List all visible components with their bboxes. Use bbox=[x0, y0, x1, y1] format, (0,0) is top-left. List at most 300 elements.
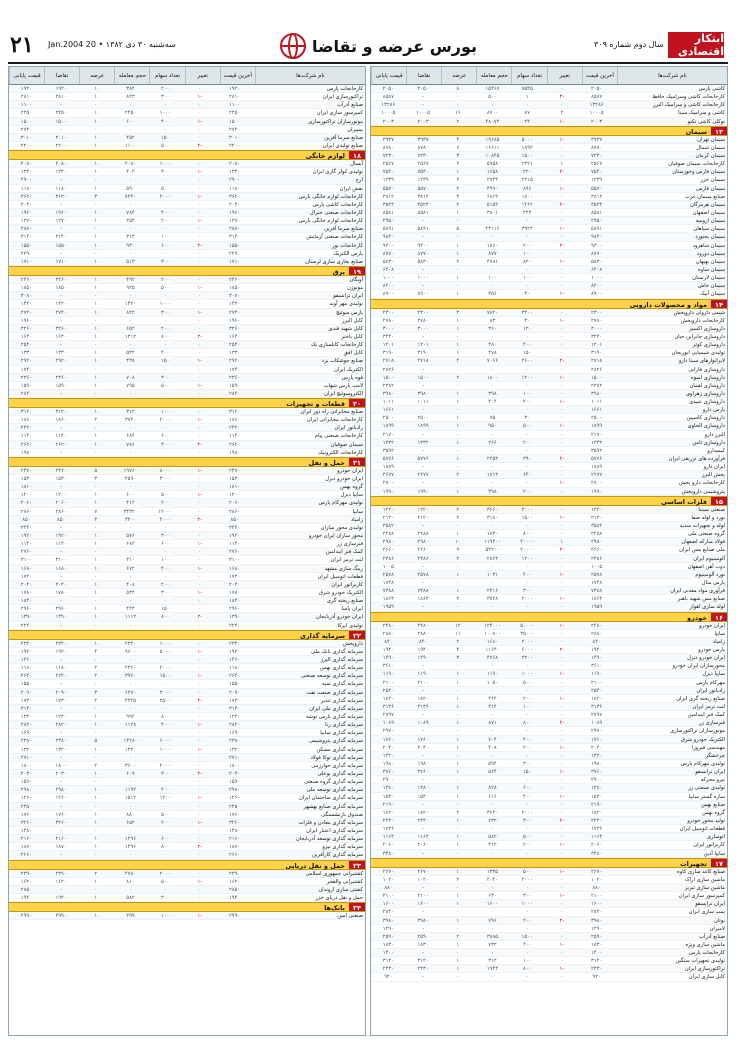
table-cell: ۳۰۰ bbox=[523, 817, 532, 824]
table-cell: ۱۳۴۰ bbox=[229, 169, 241, 176]
table-cell: ۵۸۲ bbox=[126, 894, 135, 901]
table-cell: ۱ bbox=[94, 713, 98, 720]
company-name: اتوسازی bbox=[706, 834, 725, 841]
table-cell: ۱۴۲۰ bbox=[591, 752, 603, 759]
table-cell: ۳ bbox=[456, 152, 460, 159]
company-name: قطعات اتومبیل ایران bbox=[679, 826, 725, 833]
table-cell: ۰ bbox=[456, 102, 460, 109]
table-cell: ۰ bbox=[560, 801, 564, 808]
table-cell: ۸۵۸۱ bbox=[382, 209, 394, 216]
company-name: سرمایه گذاری سپه bbox=[322, 681, 363, 688]
table-cell: ۱۸۵۰ bbox=[229, 285, 241, 292]
section-title: سیمان bbox=[685, 127, 707, 136]
table-cell: ۱۲۳۹ bbox=[382, 177, 394, 184]
table-cell: ۸۴۰ bbox=[384, 638, 393, 645]
table-cell: ۳ bbox=[94, 689, 98, 696]
table-cell: ۲۰۳۰ bbox=[55, 770, 67, 777]
table-cell: ۳۰۰ bbox=[523, 588, 532, 595]
table-row bbox=[371, 325, 727, 333]
company-name: کارخانجات الکترونیک bbox=[318, 449, 363, 456]
table-cell: ۱۷۴۰ bbox=[20, 366, 32, 373]
table-cell: ۸۵۸۷ bbox=[591, 94, 603, 101]
table-cell: ۲۷۴۰ bbox=[20, 309, 32, 316]
table-cell: ۲۶۶۰ bbox=[417, 547, 429, 554]
table-cell: - bbox=[422, 218, 424, 225]
table-cell: ۱ bbox=[456, 868, 460, 875]
table-cell: ۸۵۰ bbox=[56, 516, 66, 523]
table-cell: ۲۰۶۰ bbox=[229, 500, 241, 507]
table-cell: ۲۴۷۰ bbox=[229, 467, 241, 474]
table-cell: ۲۵۶۷ bbox=[591, 161, 603, 168]
table-cell: ۰ bbox=[560, 933, 564, 940]
table-cell: ۲۱۲۰ bbox=[417, 514, 429, 521]
table-row bbox=[371, 439, 727, 447]
table-cell: ۲۰۰۳ bbox=[417, 118, 429, 125]
table-cell: ۰ bbox=[525, 563, 529, 570]
table-cell: ۱۴۶۰ bbox=[229, 657, 241, 663]
company-name: سرمایه گذاری توسعه ملی bbox=[306, 787, 363, 794]
table-cell: -۱ bbox=[197, 795, 203, 802]
table-cell: ۰ bbox=[456, 604, 460, 611]
table-row bbox=[371, 917, 727, 925]
table-cell: ۳۶۲۰ bbox=[55, 193, 67, 200]
table-cell: ۳۱۲ bbox=[488, 958, 497, 965]
table-cell: ۱۲۰۰۰ bbox=[158, 508, 173, 515]
company-name: سرمایه گذاری البرز bbox=[320, 657, 363, 663]
table-cell: ۸ bbox=[456, 86, 460, 92]
company-name: تولیدی شیمیایی ابوریحان bbox=[671, 350, 725, 357]
company-name: پارس سوئیچ bbox=[336, 309, 363, 316]
table-cell: ۱۷۳۰ bbox=[20, 697, 32, 704]
table-cell: ۰ bbox=[163, 754, 167, 761]
table-cell: ۸۹۰۰ bbox=[382, 291, 394, 298]
table-cell: ۱۵۰ bbox=[523, 350, 532, 357]
table-cell: ۰ bbox=[129, 226, 132, 233]
table-cell: ۲۹۰۰ bbox=[382, 777, 394, 784]
table-row bbox=[371, 118, 727, 126]
company-name: تولیدی کولر گازی ایران bbox=[312, 169, 363, 176]
table-cell: ۰ bbox=[560, 325, 564, 332]
table-cell: ۳۹۸۰ bbox=[382, 390, 394, 397]
table-cell: ۰ bbox=[560, 342, 564, 349]
table-cell: ۵۷۶ bbox=[126, 533, 135, 540]
table-row bbox=[371, 217, 727, 225]
company-name: تولیدی ایرکا bbox=[337, 622, 363, 629]
table-cell: ۳۱۹۰ bbox=[417, 350, 429, 357]
table-cell: ۰ bbox=[560, 580, 564, 587]
table-cell: ۳۴۴۰ bbox=[229, 524, 241, 531]
table-cell: ۱۴۲۰ bbox=[124, 301, 137, 308]
column-header bbox=[9, 67, 365, 85]
table-cell: ۲۳۱۱۶ bbox=[485, 226, 500, 233]
table-cell: ۷۲۳۰ bbox=[591, 152, 603, 159]
table-cell: ۲۴۲۰ bbox=[20, 425, 32, 432]
left-stock-table bbox=[8, 66, 366, 1036]
table-cell: ۰ bbox=[94, 524, 98, 531]
table-row bbox=[371, 809, 727, 817]
table-cell: ۱۲۰ bbox=[523, 325, 532, 332]
table-cell: ۱۰۰ bbox=[523, 703, 532, 710]
table-cell: ۲ bbox=[94, 665, 98, 672]
table-row bbox=[371, 506, 727, 514]
table-row bbox=[9, 556, 365, 564]
company-name: کارخانجات صنعتی جنرال bbox=[309, 209, 363, 216]
table-cell: ۲۵۰۰ bbox=[382, 415, 394, 422]
table-cell: ۲ bbox=[456, 506, 460, 513]
table-cell: ۰ bbox=[560, 655, 564, 662]
table-cell: ۷۵۴۰ bbox=[382, 169, 394, 176]
table-cell: ۱۹۴۰ bbox=[382, 647, 394, 653]
table-cell: ۸۲۲ bbox=[126, 309, 135, 316]
table-cell: ۱۶۹۰ bbox=[229, 730, 241, 737]
table-cell: ۵۷۷۶ bbox=[382, 456, 394, 463]
company-name: کارخانجات سیمان صوفیان bbox=[668, 161, 725, 168]
table-row bbox=[371, 833, 727, 841]
table-cell: ۲۹۹ bbox=[126, 913, 135, 920]
table-cell: ۲۰۳۰ bbox=[20, 770, 32, 777]
table-cell: ۲۰۶۰ bbox=[55, 500, 67, 507]
table-cell: ۵۰۰ bbox=[523, 679, 532, 686]
table-cell: - bbox=[60, 449, 62, 456]
table-cell: - bbox=[422, 102, 424, 109]
table-cell: ۱۰۰ bbox=[161, 913, 170, 920]
table-row bbox=[371, 258, 727, 266]
table-cell: ۰ bbox=[560, 177, 564, 184]
table-row bbox=[9, 499, 365, 507]
column-header-cell: حجم معامله bbox=[476, 67, 511, 84]
table-row bbox=[371, 209, 727, 217]
table-row bbox=[371, 176, 727, 184]
table-cell: - bbox=[422, 777, 424, 784]
company-name: چرخشگر bbox=[705, 752, 725, 759]
table-cell: ۶۴۰۸ bbox=[591, 266, 603, 273]
company-name: سازه گستر سایپا bbox=[688, 793, 725, 800]
table-cell: ۰ bbox=[525, 712, 529, 719]
table-row bbox=[371, 317, 727, 325]
table-cell: ۱ bbox=[94, 309, 98, 316]
table-cell: ۲۵۴۰ bbox=[229, 342, 241, 349]
table-cell: ۰ bbox=[94, 484, 98, 491]
table-cell: ۰ bbox=[163, 730, 167, 737]
table-cell: ۱۲۷۰ bbox=[229, 218, 241, 225]
table-cell: ۲۳۸۲ bbox=[382, 382, 394, 389]
table-cell: ۳۲۶۰ bbox=[55, 819, 67, 826]
table-row bbox=[9, 605, 365, 613]
table-cell: ۰ bbox=[560, 950, 564, 957]
table-cell: ۰ bbox=[129, 484, 132, 491]
table-cell: ۰ bbox=[198, 110, 202, 117]
table-cell: ۱۰۰۰ bbox=[159, 301, 171, 308]
company-name: صنایع آذرآب bbox=[699, 933, 725, 940]
table-cell: ۲۰۰۰ bbox=[159, 417, 171, 424]
table-cell: ۲۴ bbox=[524, 118, 530, 125]
table-cell: ۳۹۲۴ bbox=[521, 226, 533, 233]
table-cell: ۰ bbox=[491, 447, 494, 454]
table-cell: ۲۶۷۷ bbox=[382, 472, 394, 479]
table-cell: ۵۱۳ bbox=[126, 258, 135, 265]
table-cell: ۲۰۰ bbox=[523, 695, 532, 702]
table-cell: ۳۱۳۶ bbox=[382, 703, 394, 710]
table-cell: ۲۳۶۰ bbox=[55, 374, 67, 381]
table-cell: -۱ bbox=[559, 226, 565, 233]
table-cell: ۲۷۱۸ bbox=[417, 358, 429, 365]
table-cell: ۸۵۸۱ bbox=[591, 209, 603, 216]
table-cell: ۴۳۸ bbox=[126, 358, 135, 365]
company-name: فنرسازی زر bbox=[698, 720, 725, 727]
table-cell: ۰ bbox=[560, 876, 564, 883]
table-row bbox=[9, 524, 365, 532]
table-row bbox=[371, 488, 727, 496]
table-cell: ۳۸۱۲ bbox=[382, 193, 394, 200]
company-name: پتروشیمی داروپخش bbox=[681, 488, 725, 495]
table-cell: ۱۵۰۰ bbox=[55, 118, 67, 125]
table-row bbox=[371, 603, 727, 611]
table-row bbox=[371, 282, 727, 290]
table-cell: ۲۰۰ bbox=[161, 581, 170, 588]
table-cell: ۰ bbox=[560, 464, 564, 471]
section-rows bbox=[371, 136, 727, 299]
table-cell: ۰ bbox=[491, 523, 494, 530]
table-cell: ۱ bbox=[94, 325, 98, 332]
table-row bbox=[371, 93, 727, 101]
table-cell: ۲۳۶۰ bbox=[20, 374, 32, 381]
table-cell: ۴۰۰۰ bbox=[159, 516, 171, 523]
table-cell: ۱۸۲۰ bbox=[382, 695, 394, 702]
table-row bbox=[371, 357, 727, 365]
company-name: گروه صنعتی ملی bbox=[687, 531, 725, 538]
table-cell: ۱۵۱۲ bbox=[124, 795, 137, 802]
table-cell: ۳۴۴۰ bbox=[591, 333, 603, 340]
table-cell: ۲۱۹۰ bbox=[382, 801, 394, 808]
table-row bbox=[9, 912, 365, 920]
table-cell: ۰ bbox=[560, 523, 564, 530]
table-cell: ۶۳۰ bbox=[488, 893, 497, 900]
table-cell: ۰ bbox=[94, 126, 98, 133]
table-cell: ۲۳۰۰ bbox=[591, 309, 603, 316]
company-name: کارخانجات لوازم خانگی پارس bbox=[298, 218, 363, 225]
table-cell: ۱۳۳۲ bbox=[417, 439, 429, 446]
company-name: داروسازی عبیدی bbox=[689, 399, 725, 406]
company-name: تولیدی مهرکام پارس bbox=[680, 760, 725, 767]
table-cell: ۹۲۰ bbox=[384, 974, 393, 981]
table-cell: ۵۸۲ bbox=[488, 834, 497, 841]
column-header-cell: تغییر bbox=[547, 67, 582, 84]
table-cell: ۶۴۰ bbox=[523, 472, 532, 479]
table-cell: ۰ bbox=[525, 102, 529, 109]
company-name: کارخانجات دارو پخش bbox=[678, 480, 725, 487]
table-row bbox=[371, 579, 727, 587]
table-row bbox=[9, 827, 365, 835]
table-cell: ۱۹۹۰ bbox=[417, 488, 429, 495]
table-row bbox=[9, 300, 365, 308]
table-cell: ۰ bbox=[560, 193, 564, 200]
table-cell: -۲ bbox=[197, 770, 203, 777]
company-name: کارخانجات نور bbox=[332, 242, 363, 249]
company-name: ایران خودرو bbox=[699, 622, 725, 629]
table-cell: ۱۴۸۰ bbox=[229, 827, 241, 834]
table-cell: -۲ bbox=[559, 169, 565, 176]
table-cell: ۱۶۸۰ bbox=[229, 565, 241, 572]
table-cell: ۰ bbox=[456, 218, 460, 225]
table-cell: ۲۴۸۰ bbox=[591, 622, 603, 629]
table-cell: ۰ bbox=[129, 754, 132, 761]
table-cell: ۹۶۰۰ bbox=[124, 648, 137, 655]
table-cell: ۱۹۶۸۵ bbox=[485, 136, 500, 143]
table-cell: ۱۵۰۰ bbox=[20, 118, 32, 125]
table-cell: ۰ bbox=[560, 333, 564, 340]
table-cell: ۱۱۹۰ bbox=[382, 671, 394, 678]
table-cell: ۰ bbox=[163, 827, 167, 834]
table-cell: ۱۴۰۰ bbox=[591, 950, 603, 957]
table-cell: - bbox=[60, 730, 62, 737]
table-cell: ۱۱۰۰ bbox=[229, 102, 241, 109]
company-name: سرمایه گذاری توسعه صنعتی bbox=[300, 673, 363, 680]
table-cell: ۳۰ bbox=[524, 415, 530, 422]
table-cell: ۱ bbox=[94, 409, 98, 416]
table-cell: ۰ bbox=[456, 580, 460, 587]
table-cell: ۰ bbox=[525, 431, 529, 438]
table-cell: ۴۰۰ bbox=[523, 399, 532, 406]
table-cell: ۱ bbox=[94, 234, 98, 241]
table-cell: ۲۸۰۰ bbox=[591, 480, 603, 487]
table-cell: - bbox=[422, 663, 424, 670]
table-cell: ۰ bbox=[163, 390, 167, 397]
table-cell: ۲۱۰۰ bbox=[417, 679, 429, 686]
company-name: بوتان bbox=[714, 917, 725, 924]
table-cell: ۰ bbox=[491, 102, 494, 109]
table-cell: ۱۳۳۵ bbox=[486, 868, 499, 875]
table-row bbox=[371, 538, 727, 546]
section-number-badge: ۲۳ bbox=[349, 861, 365, 869]
table-cell: ۱۹۶۰ bbox=[229, 209, 241, 216]
company-name: پارس خودرو bbox=[698, 647, 725, 653]
table-row bbox=[371, 719, 727, 727]
table-cell: ۱۲۷۰ bbox=[20, 218, 32, 225]
table-cell: ۲۷۱۸ bbox=[591, 358, 603, 365]
company-name: رادیاتور ایران bbox=[696, 687, 725, 694]
table-cell: ۱ bbox=[456, 291, 460, 298]
table-cell: ۳۴۳۲۰ bbox=[123, 508, 138, 515]
table-cell: ۰ bbox=[94, 549, 98, 556]
company-name: سایپا bbox=[352, 508, 363, 515]
table-row bbox=[9, 778, 365, 786]
table-cell: ۱۰۰ bbox=[523, 390, 532, 397]
section-title: مواد و محصولات دارویی bbox=[629, 300, 707, 309]
table-cell: ۰ bbox=[94, 390, 98, 397]
table-cell: ۲۸۰۰ bbox=[382, 480, 394, 487]
table-cell: ۲۷۶۰ bbox=[20, 549, 32, 556]
table-cell: ۲۱۲۰ bbox=[591, 514, 603, 521]
table-cell: -۲ bbox=[197, 441, 203, 448]
table-cell: ۰ bbox=[94, 622, 98, 629]
table-cell: ۲۰۸۰ bbox=[20, 161, 32, 168]
table-cell: ۰ bbox=[560, 382, 564, 389]
table-cell: ۳۹۸۰ bbox=[591, 917, 603, 924]
table-row bbox=[371, 422, 727, 430]
company-name: صنایع ریخته گری ایران bbox=[676, 695, 725, 702]
table-cell: ۱۵۵۰ bbox=[55, 242, 67, 249]
table-cell: -۱ bbox=[559, 793, 565, 800]
table-cell: ۴۰۸ bbox=[126, 581, 135, 588]
table-cell: ۰ bbox=[456, 663, 460, 670]
table-cell: -۳ bbox=[559, 94, 565, 101]
company-name: صنایع کاغذ سازی کاوه bbox=[677, 868, 725, 875]
table-cell: ۳۵۹۲ bbox=[382, 447, 394, 454]
table-cell: ۰ bbox=[198, 484, 202, 491]
table-cell: ۲۷۴۴ bbox=[486, 177, 499, 184]
table-cell: ۵۳۴ bbox=[126, 590, 135, 597]
table-cell: ۱ bbox=[456, 785, 460, 792]
table-row bbox=[9, 126, 365, 134]
table-cell: ۲۰۸۰ bbox=[55, 161, 67, 168]
table-row bbox=[371, 595, 727, 603]
table-cell: ۶۰۰ bbox=[161, 242, 170, 249]
table-cell: ۲۵۴۰ bbox=[20, 342, 32, 349]
table-cell: ۲۵۹۰ bbox=[417, 933, 429, 940]
table-cell: ۱۸۸۹ bbox=[591, 464, 603, 471]
table-cell: ۱۰ bbox=[454, 539, 461, 546]
table-cell: ۲۴۲۰ bbox=[229, 425, 241, 432]
table-row bbox=[9, 508, 365, 516]
company-name: البرز دارو bbox=[704, 431, 725, 438]
table-cell: ۲۰۰۰ bbox=[521, 876, 533, 883]
table-cell: ۱۷۸۰ bbox=[229, 590, 241, 597]
company-name: کیمیدارو bbox=[707, 447, 725, 454]
table-cell: ۳۹۶۰ bbox=[124, 673, 137, 680]
table-cell: ۱۱۴۰ bbox=[229, 541, 241, 548]
table-cell: -۱ bbox=[197, 673, 203, 680]
table-cell: ۲۷۱۰ bbox=[20, 754, 32, 761]
table-cell: ۰ bbox=[456, 447, 460, 454]
table-cell: ۰ bbox=[198, 209, 202, 216]
table-cell: ۱۹۴۰ bbox=[591, 647, 603, 653]
table-cell: ۰ bbox=[163, 573, 167, 580]
table-cell: ۱۰۰ bbox=[161, 557, 170, 564]
table-cell: ۱۲۰۰ bbox=[20, 492, 32, 499]
table-cell: ۰ bbox=[525, 407, 529, 414]
table-cell: ۴۷۸۱ bbox=[486, 258, 499, 265]
table-cell: ۰ bbox=[129, 827, 132, 834]
table-cell: ۰ bbox=[94, 730, 98, 737]
table-cell: ۱۵۵۰ bbox=[20, 242, 32, 249]
table-cell: -۲ bbox=[559, 547, 565, 554]
table-row bbox=[371, 662, 727, 670]
company-name: لابراتوارهای سینا دارو bbox=[678, 358, 725, 365]
table-cell: ۲۰۴۰ bbox=[382, 744, 394, 751]
table-cell: ۴۰۴ bbox=[488, 399, 497, 406]
table-cell: ۲۹۷۰ bbox=[382, 728, 394, 735]
company-name: سرمایه گذاری سایپا bbox=[320, 730, 363, 737]
table-cell: ۲۹۸۰ bbox=[20, 787, 32, 794]
table-row bbox=[9, 317, 365, 325]
table-cell: ۳۱۳۶ bbox=[591, 703, 603, 710]
company-name: سرمایه گذاری غدیر bbox=[320, 697, 363, 704]
table-row bbox=[9, 225, 365, 233]
table-cell: ۰ bbox=[525, 523, 529, 530]
table-row bbox=[9, 432, 365, 440]
table-cell: ۳۹۳۷ bbox=[591, 136, 603, 143]
table-cell: ۳۵۲۴ bbox=[417, 201, 429, 208]
table-cell: ۰ bbox=[198, 126, 202, 133]
table-cell: -۱ bbox=[559, 136, 565, 143]
table-cell: ۲۴۴۰ bbox=[591, 817, 603, 824]
table-cell: ۸۱۰ bbox=[126, 878, 135, 885]
table-cell: ۰ bbox=[163, 524, 167, 531]
table-cell: ۳۸۴ bbox=[126, 86, 135, 92]
table-cell: ۰ bbox=[198, 476, 202, 483]
table-cell: -۱ bbox=[197, 309, 203, 316]
table-row bbox=[9, 680, 365, 688]
